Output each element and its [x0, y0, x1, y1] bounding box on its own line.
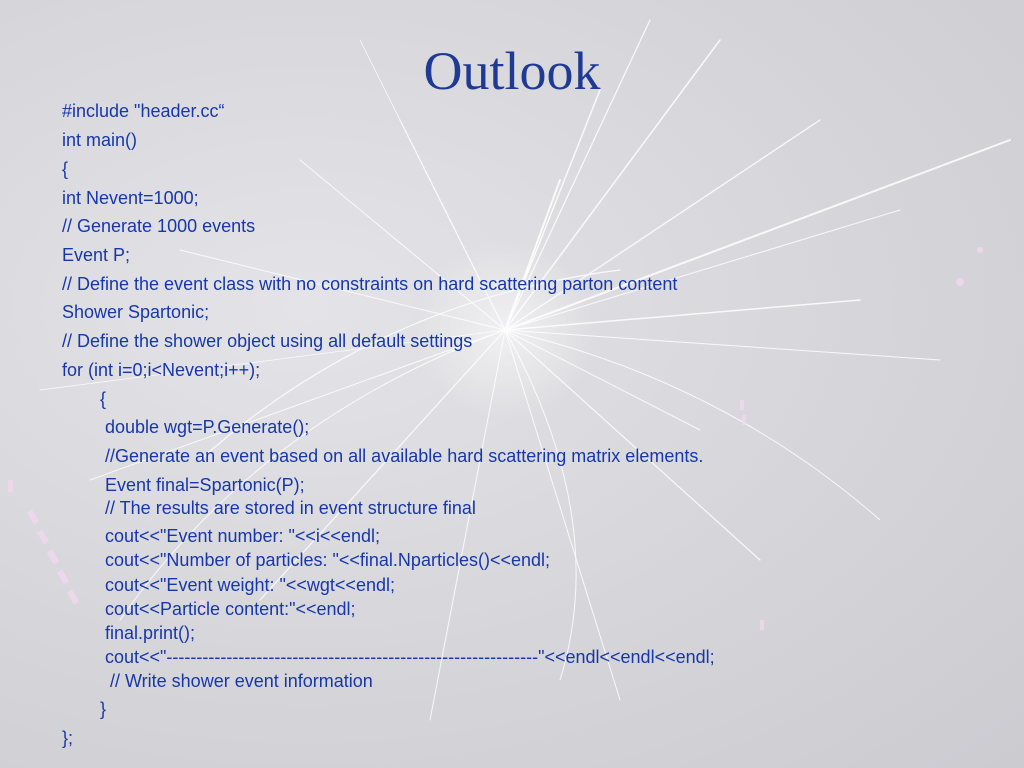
code-line: cout<<"Event number: "<<i<<endl; [105, 526, 380, 546]
code-line: final.print(); [105, 623, 196, 643]
code-line: cout<<"Number of particles: "<<final.Nparticles()<<endl; [105, 550, 550, 570]
code-line: int main() [62, 130, 138, 150]
code-line: //Generate an event based on all available hard scattering matrix elements. [105, 446, 704, 466]
code-line: { [62, 159, 69, 179]
code-line: Event final=Spartonic(P); [105, 475, 305, 495]
code-line: // The results are stored in event structure final [105, 498, 476, 518]
code-line: Event P; [62, 245, 131, 265]
code-line: #include "header.cc“ [62, 101, 225, 121]
code-line: { [100, 389, 107, 409]
code-line: } [100, 699, 107, 719]
code-line: // Define the event class with no constraints on hard scattering parton content [62, 274, 678, 294]
code-line: Shower Spartonic; [62, 302, 210, 322]
code-line: for (int i=0;i<Nevent;i++); [62, 360, 261, 380]
code-line: // Define the shower object using all default settings [62, 331, 473, 351]
code-line: // Generate 1000 events [62, 216, 256, 236]
code-line: cout<<Particle content:"<<endl; [105, 599, 356, 619]
code-line: int Nevent=1000; [62, 188, 199, 208]
code-line: cout<<"Event weight: "<<wgt<<endl; [105, 575, 395, 595]
code-line: double wgt=P.Generate(); [105, 417, 310, 437]
code-line: cout<<"--------------------------------------------------------------"<<endl<<endl<<endl; [105, 647, 715, 667]
slide-title: Outlook [423, 41, 601, 101]
code-line: // Write shower event information [105, 671, 373, 691]
code-line: }; [62, 728, 74, 748]
